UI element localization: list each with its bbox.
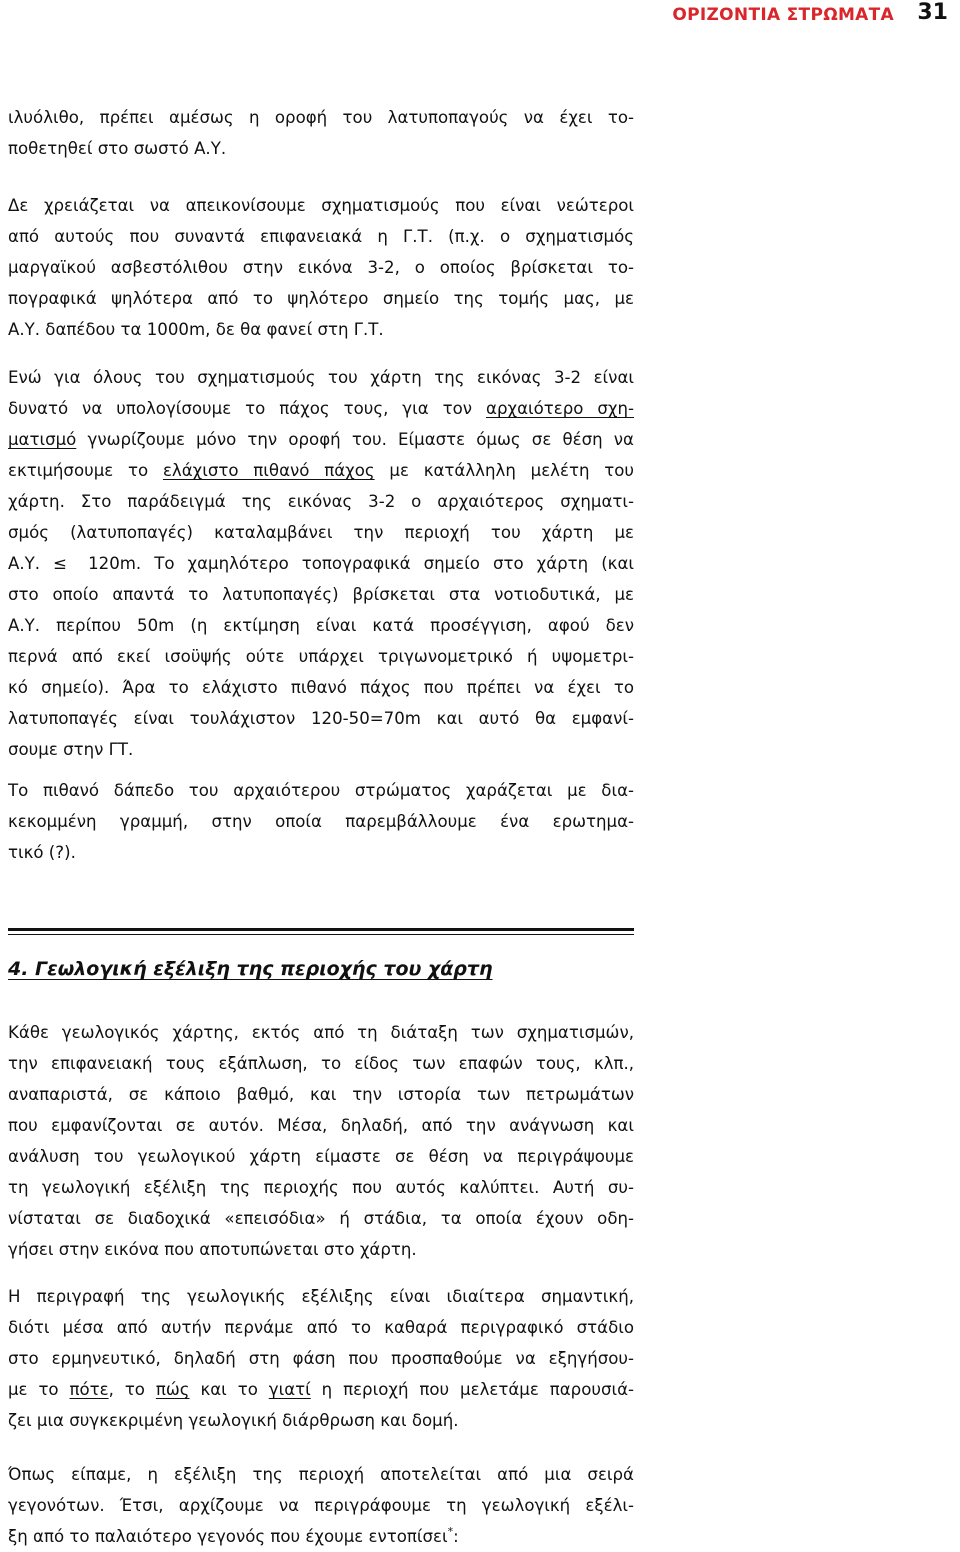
text-line: διότι μέσα από αυτήν περνάμε από το καθαρά περιγραφικό στάδιο [8, 1318, 634, 1337]
section-divider [8, 928, 634, 931]
page-number: 31 [917, 0, 948, 25]
paragraph-5 [8, 1017, 634, 1265]
text-line [8, 548, 634, 579]
text-run: εκτιμήσουμε το [8, 461, 163, 480]
text-line: που εμφανίζονται σε αυτόν. Μέσα, δηλαδή, από την ανάγνωση και [8, 1116, 634, 1135]
paragraph-4 [8, 775, 634, 868]
text-run: η περιοχή που μελετάμε παρουσιά- [310, 1380, 635, 1399]
text-line: γεγονότων. Έτσι, αρχίζουμε να περιγράφουμε τη γεωλογική εξέλι- [8, 1496, 634, 1515]
section-divider-thin [8, 934, 634, 935]
text-line: μαργαϊκού ασβεστόλιθου στην εικόνα 3-2, ο οποίος βρίσκεται το- [8, 258, 634, 277]
running-title: ΟΡΙΖΟΝΤΙΑ ΣΤΡΩΜΑΤΑ [672, 5, 894, 25]
text-line: λατυποπαγές είναι τουλάχιστον 120-50=70m και αυτό θα εμφανί- [8, 709, 634, 728]
text-line [8, 424, 634, 455]
text-line: αναπαριστά, σε κάποιο βαθμό, και την ιστορία των πετρωμάτων [8, 1085, 634, 1104]
text-line: Το πιθανό δάπεδο του αρχαιότερου στρώματος χαράζεται με δια- [8, 781, 634, 800]
text-line [8, 455, 634, 486]
text-run: : [453, 1527, 459, 1546]
text-line: Ενώ για όλους του σχηματισμούς του χάρτη της εικόνας 3-2 είναι [8, 368, 634, 387]
text-line [8, 1374, 634, 1405]
text-line: κεκομμένη γραμμή, στην οποία παρεμβάλλουμε ένα ερωτημα- [8, 812, 634, 831]
text-line: ζει μια συγκεκριμένη γεωλογική διάρθρωση και δομή. [8, 1411, 459, 1430]
text-line: Δε χρειάζεται να απεικονίσουμε σχηματισμούς που είναι νεώτεροι [8, 196, 634, 215]
section-heading [8, 958, 493, 980]
text-line: πογραφικά ψηλότερα από το ψηλότερο σημείο της τομής μας, με [8, 289, 634, 308]
text-run: με το [8, 1380, 70, 1399]
text-run: 120m. Το χαμηλότερο τοπογραφικά σημείο στο χάρτη (και [75, 554, 635, 573]
text-line: σμός (λατυποπαγές) καταλαμβάνει την περιοχή του χάρτη με [8, 523, 634, 542]
text-run: και το [189, 1380, 269, 1399]
underlined-term: γιατί [268, 1380, 311, 1399]
underlined-term: ματισμό [8, 430, 77, 449]
text-line [8, 393, 634, 424]
text-line: νίσταται σε διαδοχικά «επεισόδια» ή στάδια, τα οποία έχουν οδη- [8, 1209, 634, 1228]
section-heading-text: 4. Γεωλογική εξέλιξη της περιοχής του χάρτη [8, 958, 493, 980]
text-line [8, 1521, 634, 1552]
page-header [0, 0, 960, 32]
paragraph-2 [8, 190, 634, 345]
text-line: ιλυόλιθο, πρέπει αμέσως η οροφή του λατυποπαγούς να έχει το- [8, 108, 634, 127]
text-line: στο ερμηνευτικό, δηλαδή στη φάση που προσπαθούμε να εξηγήσου- [8, 1349, 634, 1368]
text-line: από αυτούς που συναντά επιφανειακά η Γ.Τ. (π.χ. ο σχηματισμός [8, 227, 634, 246]
text-line: κό σημείο). Άρα το ελάχιστο πιθανό πάχος που πρέπει να έχει το [8, 678, 634, 697]
text-line: γήσει στην εικόνα που αποτυπώνεται στο χάρτη. [8, 1240, 417, 1259]
text-run: δυνατό να υπολογίσουμε το πάχος τους, για τον [8, 399, 487, 418]
text-line: χάρτη. Στο παράδειγμά της εικόνας 3-2 ο αρχαιότερος σχηματι- [8, 492, 634, 511]
text-line: περνά από εκεί ισοϋψής ούτε υπάρχει τριγωνομετρικό ή υψομετρι- [8, 647, 634, 666]
underlined-term: πώς [155, 1380, 190, 1399]
text-line: ανάλυση του γεωλογικού χάρτη είμαστε σε θέση να περιγράψουμε [8, 1147, 634, 1166]
less-than-or-equal-symbol: ≤ [53, 554, 67, 573]
text-run: ξη από το παλαιότερο γεγονός που έχουμε εντοπίσει [8, 1527, 448, 1546]
text-run: Α.Υ. [8, 554, 54, 573]
text-line: την επιφανειακή τους εξάπλωση, το είδος των επαφών τους, κλπ., [8, 1054, 634, 1073]
text-run: με κατάλληλη μελέτη του [374, 461, 634, 480]
underlined-term: αρχαιότερο σχη- [486, 399, 634, 418]
text-line: τικό (?). [8, 843, 76, 862]
paragraph-1 [8, 102, 634, 164]
footnote-marker: * [447, 1525, 454, 1538]
underlined-term: πότε [69, 1380, 109, 1399]
text-line: Όπως είπαμε, η εξέλιξη της περιοχή αποτελείται από μια σειρά [8, 1465, 634, 1484]
text-run: γνωρίζουμε μόνο την οροφή του. Είμαστε όμως σε θέση να [76, 430, 634, 449]
paragraph-6 [8, 1281, 634, 1436]
text-line: Κάθε γεωλογικός χάρτης, εκτός από τη διάταξη των σχηματισμών, [8, 1023, 634, 1042]
paragraph-3 [8, 362, 634, 765]
text-line: ποθετηθεί στο σωστό Α.Υ. [8, 139, 227, 158]
text-line: Α.Υ. δαπέδου τα 1000m, δε θα φανεί στη Γ.Τ. [8, 320, 384, 339]
text-line: τη γεωλογική εξέλιξη της περιοχής που αυτός καλύπτει. Αυτή συ- [8, 1178, 634, 1197]
paragraph-7 [8, 1459, 634, 1552]
text-line: Η περιγραφή της γεωλογικής εξέλιξης είναι ιδιαίτερα σημαντική, [8, 1287, 634, 1306]
text-line: σουμε στην ΓΤ. [8, 740, 134, 759]
text-line: Α.Υ. περίπου 50m (η εκτίμηση είναι κατά προσέγγιση, αφού δεν [8, 616, 634, 635]
underlined-term: ελάχιστο πιθανό πάχος [162, 461, 375, 480]
text-line: στο οποίο απαντά το λατυποπαγές) βρίσκεται στα νοτιοδυτικά, με [8, 585, 634, 604]
text-run: , το [108, 1380, 156, 1399]
